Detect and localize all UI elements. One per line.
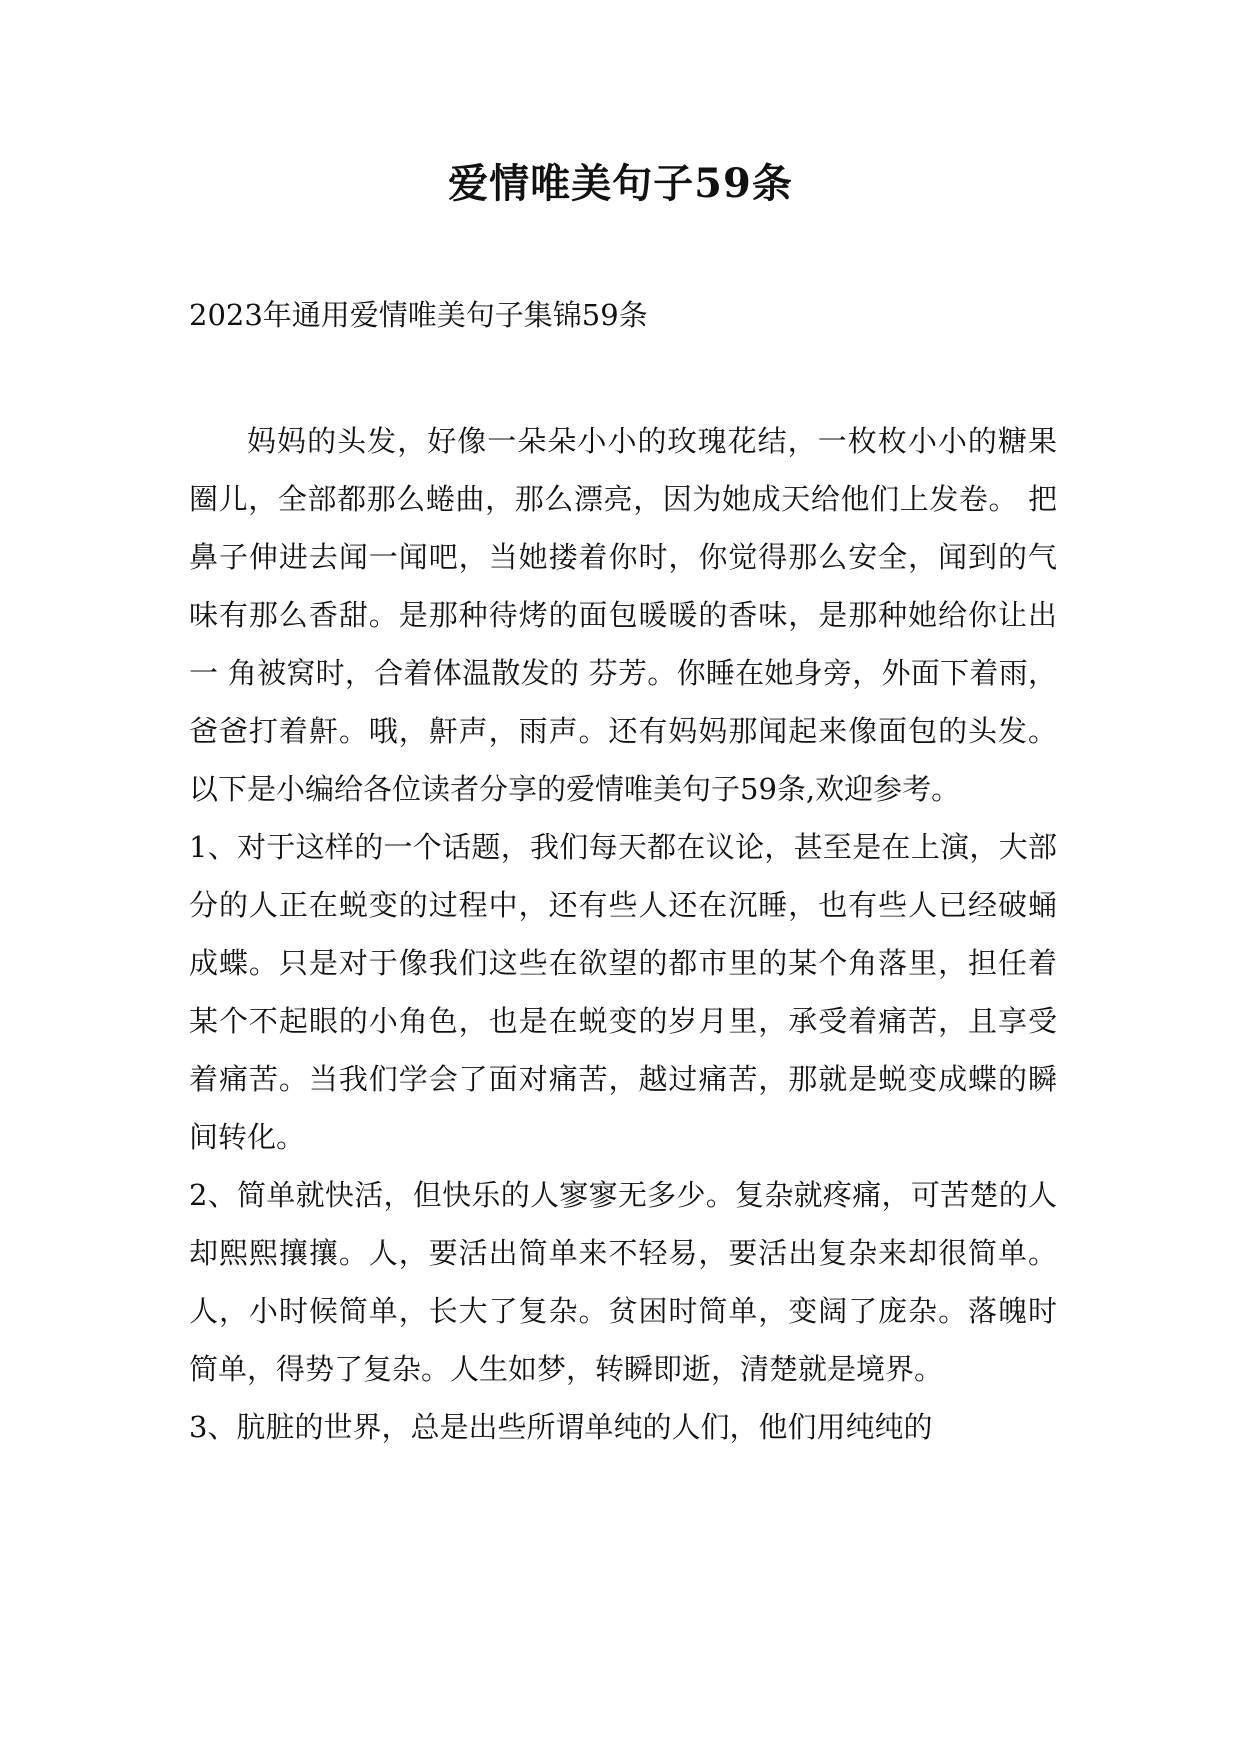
intro-paragraph: 妈妈的头发，好像一朵朵小小的玫瑰花结，一枚枚小小的糖果圈儿，全部都那么蜷曲，那么漂亮，因为她成天给他们上发卷。 把鼻子伸进去闻一闻吧，当她搂着你时，你觉得那么安全，闻到的气味有那么香甜。是那种待烤的面包暖暖的香味，是那种她给你让出一 角被窝时，合着体温散发的 芬芳。你睡在她身旁，外面下着雨，爸爸打着鼾。哦，鼾声，雨声。还有妈妈那闻起来像面包的头发。以下是小编给各位读者分享的爱情唯美句子59条,欢迎参考。 <box>189 424 1057 806</box>
list-item: 3、肮脏的世界，总是出些所谓单纯的人们，他们用纯纯的 <box>189 1410 933 1444</box>
document-subtitle: 2023年通用爱情唯美句子集锦59条 <box>189 298 648 332</box>
document-title: 爱情唯美句子59条 <box>448 160 793 207</box>
document-body <box>189 412 1057 1456</box>
list-item: 1、对于这样的一个话题，我们每天都在议论，甚至是在上演，大部分的人正在蜕变的过程中，还有些人还在沉睡，也有些人已经破蛹成蝶。只是对于像我们这些在欲望的都市里的某个角落里，担任着某个不起眼的小角色，也是在蜕变的岁月里，承受着痛苦，且享受着痛苦。当我们学会了面对痛苦，越过痛苦，那就是蜕变成蝶的瞬间转化。 <box>189 830 1057 1154</box>
list-item: 2、简单就快活，但快乐的人寥寥无多少。复杂就疼痛，可苦楚的人却熙熙攘攘。人，要活出简单来不轻易，要活出复杂来却很简单。人，小时候简单，长大了复杂。贫困时简单，变阔了庞杂。落魄时简单，得势了复杂。人生如梦，转瞬即逝，清楚就是境界。 <box>189 1178 1057 1386</box>
